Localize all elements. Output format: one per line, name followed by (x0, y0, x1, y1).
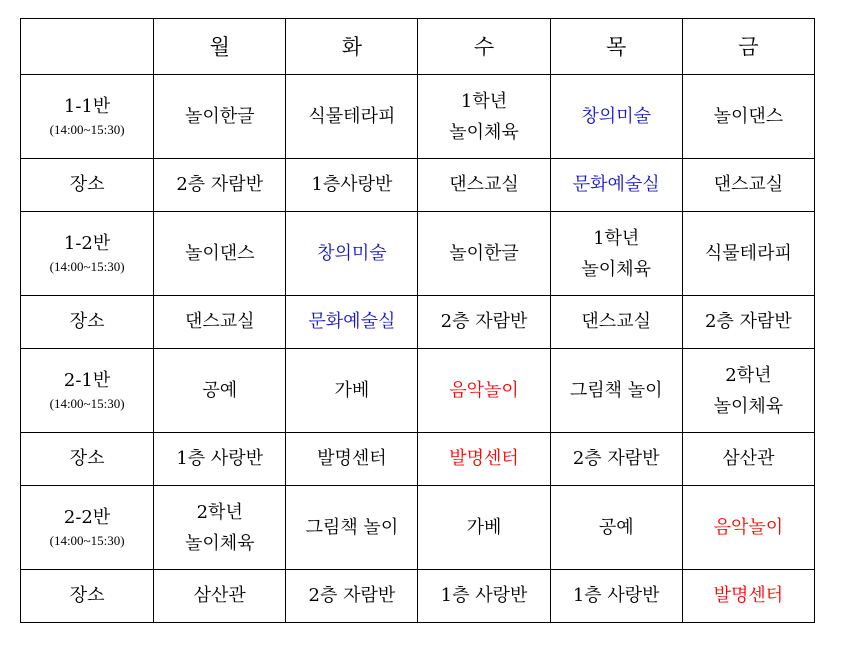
activity-text: 공예 (598, 517, 634, 538)
class-time: (14:00~15:30) (49, 532, 125, 548)
location-cell: 2층 자람반 (286, 570, 418, 623)
activity-cell (550, 75, 682, 159)
day-header: 금 (682, 19, 814, 75)
class-time: (14:00~15:30) (49, 258, 125, 274)
activity-text: 놀이체육 (581, 258, 651, 280)
activity-text: 놀이체육 (184, 532, 255, 554)
location-label: 장소 (21, 433, 154, 486)
activity-cell (682, 212, 814, 296)
location-cell: 댄스교실 (154, 296, 286, 349)
activity-cell (682, 75, 814, 159)
activity-text: 가베 (334, 380, 370, 401)
location-cell: 1층사랑반 (286, 159, 418, 212)
class-time: (14:00~15:30) (49, 121, 125, 137)
activity-text: 그림책 놀이 (305, 517, 399, 538)
day-header: 수 (418, 19, 550, 75)
location-cell: 발명센터 (682, 570, 814, 623)
class-name-cell (21, 75, 154, 159)
location-label: 장소 (21, 570, 154, 623)
location-cell: 2층 자람반 (418, 296, 550, 349)
activity-cell (418, 75, 550, 159)
location-cell: 삼산관 (682, 433, 814, 486)
location-label: 장소 (21, 296, 154, 349)
location-cell: 1층 사랑반 (154, 433, 286, 486)
activity-text: 식물테라피 (704, 243, 792, 264)
class-name-cell (21, 212, 154, 296)
day-header: 화 (286, 19, 418, 75)
class-row (21, 75, 815, 159)
activity-cell (154, 349, 286, 433)
activity-cell (418, 486, 550, 570)
class-row (21, 349, 815, 433)
activity-cell (286, 75, 418, 159)
schedule-body (21, 19, 815, 623)
activity-text: 놀이한글 (449, 243, 519, 264)
activity-text: 놀이한글 (184, 106, 255, 127)
activity-cell (418, 212, 550, 296)
location-cell: 댄스교실 (682, 159, 814, 212)
day-header: 월 (154, 19, 286, 75)
activity-cell (154, 75, 286, 159)
location-cell: 댄스교실 (418, 159, 550, 212)
activity-cell (154, 212, 286, 296)
location-cell: 문화예술실 (286, 296, 418, 349)
day-header: 목 (550, 19, 682, 75)
class-name-cell (21, 486, 154, 570)
activity-text: 창의미술 (317, 243, 387, 264)
activity-text: 1학년 (460, 90, 508, 112)
activity-text: 2학년 (725, 364, 772, 386)
location-cell: 삼산관 (154, 570, 286, 623)
activity-text: 창의미술 (581, 106, 651, 127)
activity-text: 1학년 (593, 227, 640, 249)
activity-cell (154, 486, 286, 570)
location-cell: 문화예술실 (550, 159, 682, 212)
activity-text: 놀이체육 (449, 121, 519, 143)
activity-text: 놀이댄스 (184, 243, 255, 264)
location-cell: 발명센터 (418, 433, 550, 486)
location-label: 장소 (21, 159, 154, 212)
activity-text: 그림책 놀이 (569, 380, 663, 401)
class-name: 2-1반 (63, 369, 111, 391)
activity-cell (286, 486, 418, 570)
location-row (21, 296, 815, 349)
activity-cell (286, 212, 418, 296)
class-name: 1-2반 (63, 232, 111, 254)
class-name: 2-2반 (63, 506, 111, 528)
location-cell: 2층 자람반 (154, 159, 286, 212)
activity-text: 음악놀이 (449, 380, 519, 401)
schedule-table (20, 18, 815, 623)
location-cell: 2층 자람반 (550, 433, 682, 486)
class-row (21, 486, 815, 570)
activity-cell (550, 349, 682, 433)
location-cell: 발명센터 (286, 433, 418, 486)
location-row (21, 433, 815, 486)
location-row (21, 159, 815, 212)
activity-text: 공예 (202, 380, 238, 401)
location-cell: 1층 사랑반 (418, 570, 550, 623)
activity-text: 놀이댄스 (713, 106, 784, 127)
activity-text: 가베 (466, 517, 502, 538)
class-time: (14:00~15:30) (49, 395, 125, 411)
activity-cell (286, 349, 418, 433)
activity-cell (682, 486, 814, 570)
location-row (21, 570, 815, 623)
class-name-cell (21, 349, 154, 433)
activity-cell (550, 212, 682, 296)
activity-text: 2학년 (196, 501, 243, 523)
activity-text: 식물테라피 (308, 106, 396, 127)
activity-cell (682, 349, 814, 433)
location-cell: 2층 자람반 (682, 296, 814, 349)
corner-cell (21, 19, 154, 75)
activity-text: 놀이체육 (713, 395, 784, 417)
activity-cell (418, 349, 550, 433)
class-name: 1-1반 (63, 95, 111, 117)
activity-text: 음악놀이 (713, 517, 784, 538)
class-row (21, 212, 815, 296)
activity-cell (550, 486, 682, 570)
location-cell: 댄스교실 (550, 296, 682, 349)
header-row (21, 19, 815, 75)
location-cell: 1층 사랑반 (550, 570, 682, 623)
